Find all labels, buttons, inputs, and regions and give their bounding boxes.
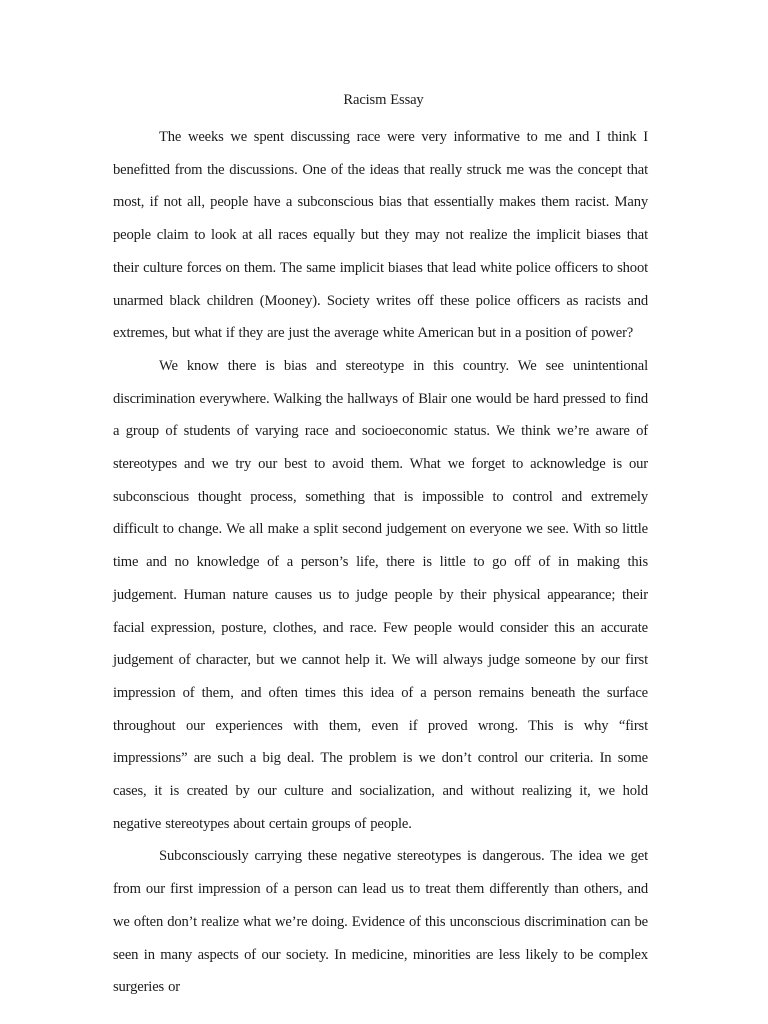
paragraph-1: The weeks we spent discussing race were very informative to me and I think I benefitted from the discussions. One of the ideas that really struck me was the concept that most, if not all, people have a subconscious bias that essentially makes them racist. Many people claim to look at all races equally but they may not realize the implicit biases that their culture forces on them. The same implicit biases that lead white police officers to shoot unarmed black children (Mooney). Society writes off these police officers as racists and extremes, but what if they are just the average white American but in a position of power? bbox=[113, 129, 648, 342]
paragraph-2: We know there is bias and stereotype in this country. We see unintentional discrimination everywhere. Walking the hallways of Blair one would be hard pressed to find a group of students of varying race and socioeconomic status. We think we’re aware of stereotypes and we try our best to avoid them. What we forget to acknowledge is our subconscious thought process, something that is impossible to control and extremely difficult to change. We all make a split second judgement on everyone we see. With so little time and no knowledge of a person’s life, there is little to go off of in making this judgement. Human nature causes us to judge people by their physical appearance; their facial expression, posture, clothes, and race. Few people would consider this an accurate judgement of character, but we cannot help it. We will always judge someone by our first impression of them, and often times this idea of a person remains beneath the surface throughout our experiences with them, even if proved wrong. This is why “first impressions” are such a big deal. The problem is we don’t control our criteria. In some cases, it is created by our culture and socialization, and without realizing it, we hold negative stereotypes about certain groups of people. bbox=[113, 357, 648, 832]
document-title: Racism Essay bbox=[343, 92, 424, 108]
paragraph-3: Subconsciously carrying these negative stereotypes is dangerous. The idea we get from our first impression of a person can lead us to treat them differently than others, and we often don’t realize what we’re doing. Evidence of this unconscious discrimination can be seen in many aspects of our society. In medicine, minorities are less likely to be complex surgeries or bbox=[113, 848, 648, 996]
